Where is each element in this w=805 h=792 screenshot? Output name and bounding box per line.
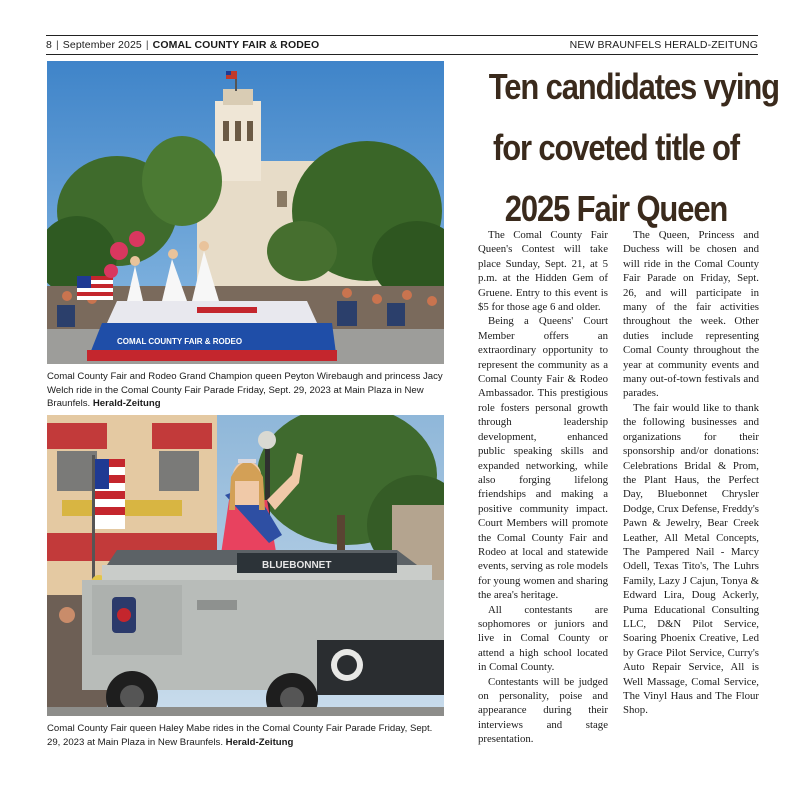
paragraph: The fair would like to thank the following businesses and organizations for their sponsorship and/or donations: Celebrations Bridal & Prom, the Plant Haus, the Perfect Day, Bluebonnet Chrysler Dodge, Crux Defense, Freddy's Pawn & Jewelry, Bear Creek Leather, All Metal Concepts, The Pampered Nail - Marcy Odell, Texas Tito's, The Luhrs Family, Lazy J Cajun, Tonya & Edward Lira, Doug Ackerly, Puma Educational Consulting LLC, D&N Pilot Service, Soaring Phoenix Creative, Led by Grace Pilot Service, Curry's Auto Repair Service, All is Well Massage, Comal Service, The Vinyl Haus and The Flour Shop. [623,401,759,717]
page-number: 8 [46,39,52,51]
folio-left: 8 | September 2025 | COMAL COUNTY FAIR & RODEO [46,39,320,51]
paragraph: Being a Queens' Court Member offers an extraordinary opportunity to represent the community as a Comal County Fair & Rodeo Ambassador. This prestigious role fosters personal growth through leadership development, enhanced public speaking skills and expanded networking, while also forging lifelong friendships and making a positive community impact. Court Members will promote the Comal County Fair and Rodeo at local and statewide events, serving as role models for young women and sharing the area's heritage. [478,315,608,602]
parade-float-photo [47,61,444,364]
top-photo-caption [47,370,447,411]
article-column-2 [623,228,759,718]
bottom-caption-text: Comal County Fair queen Haley Mabe rides in the Comal County Fair Parade Friday, Sept. 29, 2023 at Main Plaza in New Braunfels. [47,723,433,748]
article-column-1 [478,228,608,747]
windshield-text: BLUEBONNET [262,560,332,571]
float-banner-text: COMAL COUNTY FAIR & RODEO [117,337,243,346]
folio-bar [46,35,758,55]
headline-line-2: for coveted title of [493,127,739,168]
paragraph: All contestants are sophomores or juniors and live in Comal County or attend a high school located in Comal County. [478,603,608,674]
paragraph: Contestants will be judged on personality, poise and appearance during their interviews and stage presentation. [478,675,608,746]
section-name: COMAL COUNTY FAIR & RODEO [152,39,320,51]
headline-line-3: 2025 Fair Queen [504,188,728,229]
paragraph: The Comal County Fair Queen's Contest will take place Sunday, Sept. 21, at 5 p.m. at the Hidden Gem of Gruene. Entry to this event is $5 for those age 6 and older. [478,229,608,314]
fair-queen-photo [47,415,444,716]
paragraph: The Queen, Princess and Duchess will be chosen and will ride in the Comal County Fair Parade on Friday, Sept. 26, and will participate in many of the fair activities throughout the week. Other duties include representing Comal County throughout the year at community events and many out-of-town festivals and parades. [623,229,759,400]
issue-date: September 2025 [62,39,142,51]
bottom-photo-credit: Herald-Zeitung [225,736,294,748]
bottom-photo-caption [47,722,447,749]
top-photo-credit: Herald-Zeitung [92,398,161,409]
article-headline [488,56,779,239]
headline-line-1: Ten candidates vying [488,66,779,107]
top-caption-text: Comal County Fair and Rodeo Grand Champion queen Peyton Wirebaugh and princess Jacy Welch ride in the Comal County Fair Parade Friday, Sept. 29, 2023 at Main Plaza in New Braunfels. [47,371,443,409]
newspaper-name: NEW BRAUNFELS HERALD-ZEITUNG [569,39,758,51]
